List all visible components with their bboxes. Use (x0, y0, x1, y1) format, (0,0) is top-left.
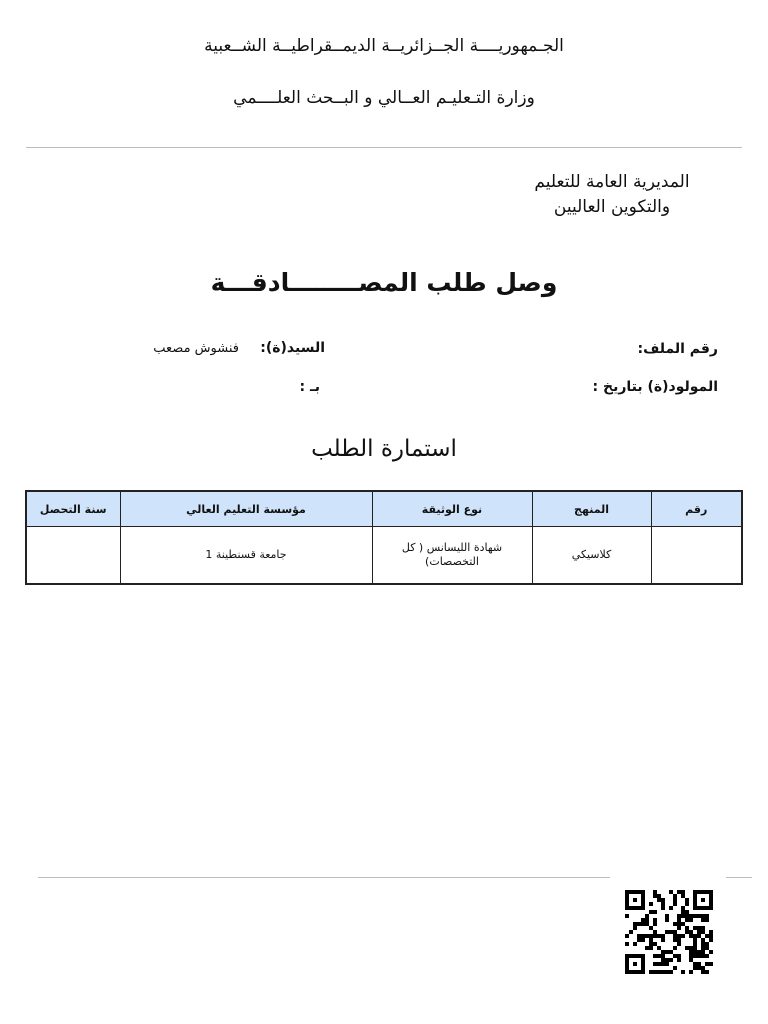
directorate-line-1: المديرية العامة للتعليم (534, 172, 690, 192)
birth-date-label: المولود(ة) بتاريخ : (592, 379, 718, 395)
top-divider (26, 147, 742, 148)
cell-year (26, 527, 120, 585)
cell-document-type: شهادة الليسانس ( كل التخصصات) (372, 527, 532, 585)
file-number-label: رقم الملف: (637, 341, 718, 357)
name-value: فنشوش مصعب (153, 341, 239, 356)
birth-place-label: بـ : (299, 379, 320, 395)
bottom-divider (38, 877, 610, 878)
column-header-program: المنهج (532, 491, 651, 527)
table-row (26, 527, 742, 585)
form-title: استمارة الطلب (311, 436, 457, 462)
receipt-title: وصل طلب المصــــــــادقـــة (210, 268, 558, 297)
request-table (25, 490, 743, 585)
column-header-year: سنة التحصل (26, 491, 120, 527)
ministry-header: وزارة التـعليـم العــالي و البــحث العلــــمي (233, 88, 535, 108)
cell-institution: جامعة قسنطينة 1 (120, 527, 372, 585)
republic-header: الجـمهوريــــة الجــزائريــة الديمــقراطيــة الشــعبية (204, 36, 564, 56)
bottom-divider-right (726, 877, 752, 878)
name-label: السيد(ة): (260, 340, 325, 356)
column-header-document-type: نوع الوثيقة (372, 491, 532, 527)
cell-number (651, 527, 742, 585)
table-header-row (26, 491, 742, 527)
directorate-line-2: والتكوين العاليين (553, 197, 671, 217)
column-header-institution: مؤسسة التعليم العالي (120, 491, 372, 527)
directorate-block (482, 170, 742, 220)
cell-program: كلاسيكي (532, 527, 651, 585)
column-header-number: رقم (651, 491, 742, 527)
qr-code-icon (625, 890, 713, 974)
